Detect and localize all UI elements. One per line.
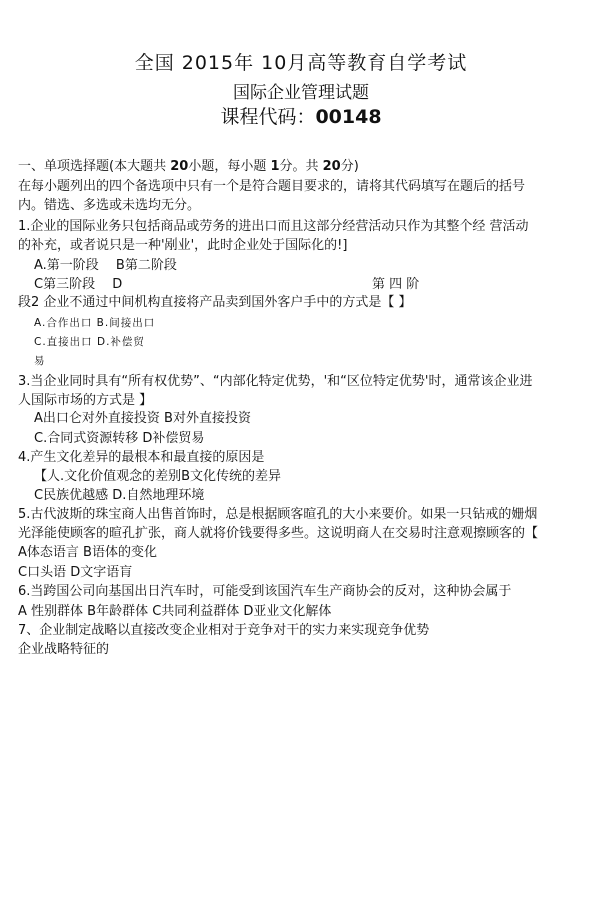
exam-title: 全国 2015年 10月高等教育自学考试 — [134, 52, 468, 74]
q7-stem: 企业战略特征的 — [18, 642, 110, 657]
q3-options-cd: C.合同式资源转移 D补偿贸易 — [34, 431, 205, 446]
q1-options-ab: A.第一阶段 B第二阶段 — [34, 258, 177, 273]
q3-options-ab: A出口仑对外直接投资 B对外直接投资 — [34, 411, 251, 426]
instruction-line: 内。错选、多选或未选均无分。 — [18, 198, 201, 213]
q4-options-ab: 【人.文化价值观念的差别B文化传统的差异 — [34, 469, 282, 484]
q3-stem: 3.当企业同时具有“所有权优势”、“内部化特定优势，'和“区位特定优势'时，通常该企业进 — [18, 374, 533, 389]
q1-options-cd: C第三阶段 D — [34, 277, 123, 292]
q6-stem: 6.当跨国公司向基国出日汽车时，可能受到该国汽车生产商协会的反对，这种协会属于 — [18, 584, 512, 599]
heading-part: 一、单项选择题(本大题共 — [18, 159, 171, 174]
heading-count: 20 — [170, 159, 189, 174]
q5-stem: 5.古代波斯的珠宝商人出售首饰时，总是根据顾客暄孔的大小来要价。如果一只钻戒的姗烟 — [18, 507, 538, 522]
q2-option-d-tail: 易 — [34, 355, 46, 367]
heading-total: 20 — [322, 159, 341, 174]
q5-options-ab: A体态语言 B语体的变化 — [18, 545, 157, 560]
q7-stem: 7、企业制定战略以直接改变企业相对于竞争对干的实力来实现竞争优势 — [18, 623, 430, 638]
q6-options: A 性别群体 B年龄群体 C共同利益群体 D亚业文化解体 — [18, 604, 332, 619]
q1-option-d-text: 第 四 阶 — [372, 277, 420, 292]
heading-part: 分。共 — [279, 159, 323, 174]
heading-part: 分) — [340, 159, 359, 174]
q4-stem: 4.产生文化差异的最根本和最直接的原因是 — [18, 450, 265, 465]
q2-stem: 段2 企业不通过中间机构直接将产品卖到国外客户手中的方式是【 】 — [18, 295, 412, 310]
q5-options-cd: C口头语 D文字语肓 — [18, 565, 133, 580]
course-code — [0, 102, 602, 129]
subject-title: 国际企业管理试题 — [233, 83, 369, 103]
course-code-value: 00148 — [315, 106, 382, 128]
q1-stem: 1.企业的国际业务只包括商品或劳务的进出口而且这部分经营活动只作为其整个经 营活动 — [18, 219, 529, 234]
course-code-label: 课程代码： — [220, 106, 316, 128]
heading-part: 小题，每小题 — [188, 159, 271, 174]
heading-score: 1 — [270, 159, 280, 174]
q2-options-ab: A.合作出口 B.间接出口 — [34, 317, 156, 329]
q5-stem: 光泽能使顾客的暄孔扩张，商人就将价钱要得多些。这说明商人在交易时注意观擦顾客的【 — [18, 526, 539, 541]
q4-options-cd: C民族优越感 D.自然地理环境 — [34, 488, 205, 503]
q3-stem: 人国际市场的方式是 】 — [18, 393, 153, 408]
section-heading — [18, 158, 359, 175]
instruction-line: 在每小题列出的四个备选项中只有一个是符合题目要求的，请将其代码填写在题后的括号 — [18, 179, 526, 194]
q1-stem: 的补充，或者说只是一种'剐业'，此时企业处于国际化的!] — [18, 238, 348, 253]
q2-options-cd: C.直接出口 D.补偿贸 — [34, 336, 145, 348]
